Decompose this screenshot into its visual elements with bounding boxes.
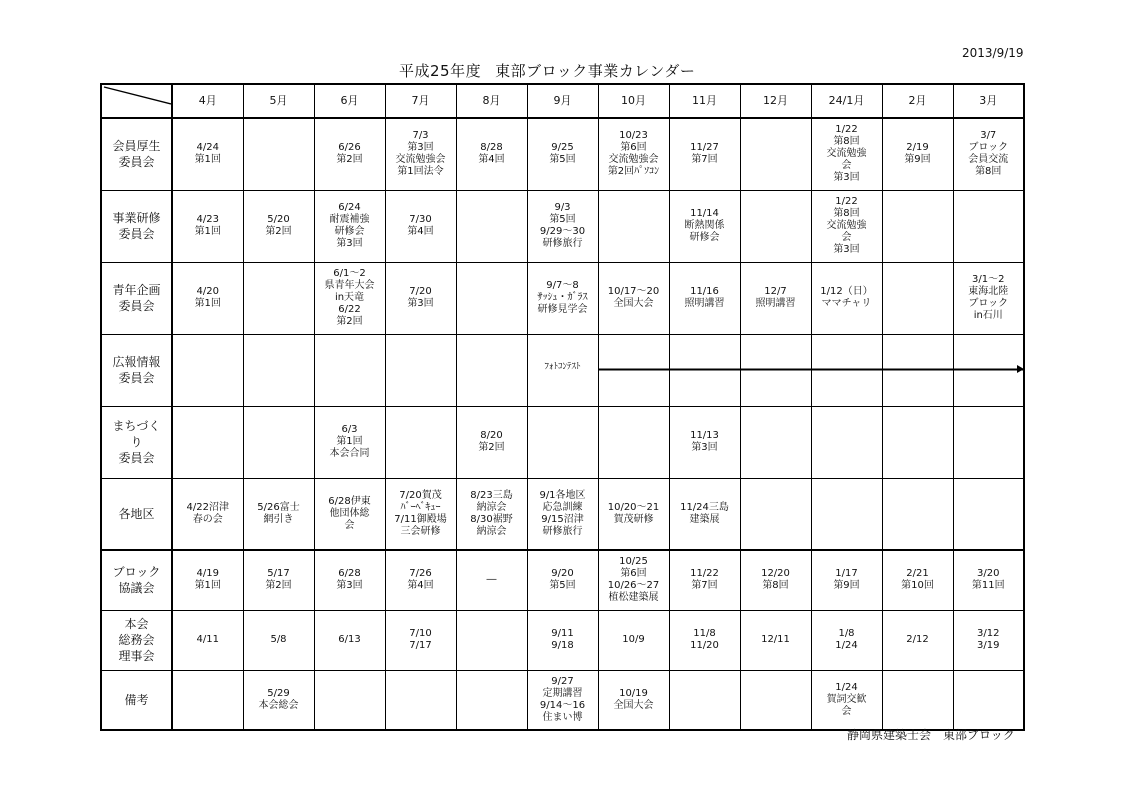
calendar-cell: 10/23 第6回 交流勉強会 第2回ﾊﾟｿｺﾝ [598, 118, 669, 190]
calendar-cell: 10/25 第6回 10/26～27 植松建築展 [598, 550, 669, 610]
calendar-cell: 9/7～8 ｻｯｼｭ・ｶﾞﾗｽ 研修見学会 [527, 262, 598, 334]
calendar-cell [456, 262, 527, 334]
calendar-cell: 4/19 第1回 [172, 550, 243, 610]
row-label-biko: 備考 [101, 670, 172, 730]
calendar-cell: 8/28 第4回 [456, 118, 527, 190]
calendar-cell [527, 406, 598, 478]
calendar-cell [172, 334, 243, 406]
calendar-cell: 9/3 第5回 9/29～30 研修旅行 [527, 190, 598, 262]
calendar-cell [953, 478, 1024, 550]
calendar-cell: 4/20 第1回 [172, 262, 243, 334]
calendar-cell: 2/21 第10回 [882, 550, 953, 610]
calendar-cell [882, 478, 953, 550]
row-label-honkai: 本会 総務会 理事会 [101, 610, 172, 670]
calendar-cell [527, 334, 598, 406]
calendar-cell [669, 670, 740, 730]
calendar-cell: 12/11 [740, 610, 811, 670]
calendar-row-kosei [101, 118, 1024, 190]
calendar-cell [598, 190, 669, 262]
calendar-row-machizukuri [101, 406, 1024, 478]
calendar-cell: 4/22沼津 春の会 [172, 478, 243, 550]
calendar-cell [598, 334, 669, 406]
row-label-block-kyogikai: ブロック 協議会 [101, 550, 172, 610]
calendar-cell: 10/20～21 賀茂研修 [598, 478, 669, 550]
calendar-cell: 9/20 第5回 [527, 550, 598, 610]
calendar-cell [456, 334, 527, 406]
calendar-row-jigyo-kenshu [101, 190, 1024, 262]
calendar-cell [953, 190, 1024, 262]
calendar-cell [882, 406, 953, 478]
calendar-cell: 7/10 7/17 [385, 610, 456, 670]
photo-contest-label: ﾌｫﾄｺﾝﾃｽﾄ [544, 361, 581, 372]
calendar-cell [385, 406, 456, 478]
row-label-machizukuri: まちづく り 委員会 [101, 406, 172, 478]
calendar-cell [243, 406, 314, 478]
calendar-cell [243, 262, 314, 334]
calendar-cell [740, 118, 811, 190]
calendar-cell [882, 262, 953, 334]
calendar-row-kaku-chiku [101, 478, 1024, 550]
calendar-cell: 10/17～20 全国大会 [598, 262, 669, 334]
calendar-cell [811, 478, 882, 550]
calendar-cell: ― [456, 550, 527, 610]
footer-organization [847, 726, 1015, 743]
calendar-cell: 8/20 第2回 [456, 406, 527, 478]
calendar-cell [882, 670, 953, 730]
month-header-2: 5月 [243, 84, 314, 118]
month-header-5: 8月 [456, 84, 527, 118]
calendar-cell [385, 670, 456, 730]
calendar-cell [882, 334, 953, 406]
row-label-jigyo-kenshu: 事業研修 委員会 [101, 190, 172, 262]
calendar-cell: 7/3 第3回 交流勉強会 第1回法令 [385, 118, 456, 190]
calendar-cell [243, 118, 314, 190]
calendar-cell: 11/22 第7回 [669, 550, 740, 610]
calendar-row-biko [101, 670, 1024, 730]
calendar-cell [456, 670, 527, 730]
calendar-cell [172, 670, 243, 730]
calendar-cell: 10/9 [598, 610, 669, 670]
calendar-cell [172, 406, 243, 478]
month-header-12: 3月 [953, 84, 1024, 118]
calendar-cell: 12/7 照明講習 [740, 262, 811, 334]
month-header-10: 24/1月 [811, 84, 882, 118]
calendar-cell: 9/25 第5回 [527, 118, 598, 190]
calendar-cell: 5/26富士 網引き [243, 478, 314, 550]
calendar-cell: 6/28伊東 他団体総 会 [314, 478, 385, 550]
calendar-cell [314, 670, 385, 730]
month-header-7: 10月 [598, 84, 669, 118]
calendar-cell: 11/24三島 建築展 [669, 478, 740, 550]
calendar-cell: 1/22 第8回 交流勉強 会 第3回 [811, 190, 882, 262]
calendar-cell: 5/29 本会総会 [243, 670, 314, 730]
calendar-cell: 2/12 [882, 610, 953, 670]
calendar-cell: 1/22 第8回 交流勉強 会 第3回 [811, 118, 882, 190]
title-year: 平成25年度 [399, 62, 482, 80]
calendar-cell [456, 610, 527, 670]
calendar-cell: 5/17 第2回 [243, 550, 314, 610]
calendar-cell: 11/14 断熱関係 研修会 [669, 190, 740, 262]
calendar-cell [314, 334, 385, 406]
calendar-cell: 3/20 第11回 [953, 550, 1024, 610]
calendar-cell: 4/11 [172, 610, 243, 670]
calendar-cell [740, 334, 811, 406]
calendar-cell [669, 334, 740, 406]
calendar-row-seinen-kikaku [101, 262, 1024, 334]
calendar-cell: 11/16 照明講習 [669, 262, 740, 334]
calendar-cell [385, 334, 456, 406]
calendar-cell: 4/24 第1回 [172, 118, 243, 190]
calendar-cell: 9/11 9/18 [527, 610, 598, 670]
month-header-row [101, 84, 1024, 118]
calendar-cell: 6/1～2 県青年大会 in天竜 6/22 第2回 [314, 262, 385, 334]
calendar-cell: 4/23 第1回 [172, 190, 243, 262]
calendar-cell: 12/20 第8回 [740, 550, 811, 610]
calendar-cell [740, 478, 811, 550]
calendar-cell [811, 334, 882, 406]
calendar-cell: 6/28 第3回 [314, 550, 385, 610]
month-header-3: 6月 [314, 84, 385, 118]
calendar-cell: 7/26 第4回 [385, 550, 456, 610]
calendar-cell: 9/27 定期講習 9/14～16 住まい博 [527, 670, 598, 730]
calendar-cell [953, 406, 1024, 478]
calendar-cell: 11/8 11/20 [669, 610, 740, 670]
calendar-cell: 6/24 耐震補強 研修会 第3回 [314, 190, 385, 262]
calendar-cell: 1/12（日） ママチャリ [811, 262, 882, 334]
calendar-cell [243, 334, 314, 406]
calendar-cell: 1/24 賀詞交歓 会 [811, 670, 882, 730]
calendar-cell: 7/20賀茂 ﾊﾞｰﾍﾞｷｭｰ 7/11御殿場 三会研修 [385, 478, 456, 550]
calendar-cell: 3/7 ブロック 会員交流 第8回 [953, 118, 1024, 190]
month-header-6: 9月 [527, 84, 598, 118]
calendar-cell [953, 334, 1024, 406]
page-title [399, 60, 695, 81]
month-header-4: 7月 [385, 84, 456, 118]
calendar-cell: 2/19 第9回 [882, 118, 953, 190]
diagonal-line-icon [102, 85, 172, 106]
calendar-cell: 6/3 第1回 本会合同 [314, 406, 385, 478]
row-label-seinen-kikaku: 青年企画 委員会 [101, 262, 172, 334]
calendar-cell: 5/20 第2回 [243, 190, 314, 262]
month-header-9: 12月 [740, 84, 811, 118]
header-corner-cell [101, 84, 172, 118]
print-date: 2013/9/19 [962, 46, 1024, 60]
event-calendar-table [100, 83, 1025, 731]
footer-block-name: 東部ブロック [943, 728, 1015, 742]
month-header-11: 2月 [882, 84, 953, 118]
month-header-8: 11月 [669, 84, 740, 118]
calendar-row-koho-joho [101, 334, 1024, 406]
calendar-cell [456, 190, 527, 262]
calendar-cell [811, 406, 882, 478]
calendar-cell [598, 406, 669, 478]
calendar-cell: 6/26 第2回 [314, 118, 385, 190]
calendar-row-block-kyogikai [101, 550, 1024, 610]
calendar-cell: 5/8 [243, 610, 314, 670]
calendar-cell: 11/27 第7回 [669, 118, 740, 190]
calendar-cell [882, 190, 953, 262]
row-label-kosei: 会員厚生 委員会 [101, 118, 172, 190]
calendar-cell [740, 190, 811, 262]
row-label-koho-joho: 広報情報 委員会 [101, 334, 172, 406]
calendar-cell: 9/1各地区 応急訓練 9/15沼津 研修旅行 [527, 478, 598, 550]
calendar-cell: 1/8 1/24 [811, 610, 882, 670]
title-name: 東部ブロック事業カレンダー [495, 62, 696, 80]
calendar-cell: 11/13 第3回 [669, 406, 740, 478]
calendar-cell [740, 406, 811, 478]
footer-org-name: 静岡県建築士会 [847, 728, 932, 742]
month-header-1: 4月 [172, 84, 243, 118]
calendar-cell [740, 670, 811, 730]
calendar-cell: 7/30 第4回 [385, 190, 456, 262]
calendar-cell: 8/23三島 納涼会 8/30裾野 納涼会 [456, 478, 527, 550]
calendar-cell [953, 670, 1024, 730]
calendar-row-honkai [101, 610, 1024, 670]
calendar-cell: 1/17 第9回 [811, 550, 882, 610]
calendar-cell: 10/19 全国大会 [598, 670, 669, 730]
calendar-cell: 3/12 3/19 [953, 610, 1024, 670]
calendar-cell: 7/20 第3回 [385, 262, 456, 334]
row-label-kaku-chiku: 各地区 [101, 478, 172, 550]
calendar-cell: 3/1～2 東海北陸 ブロック in石川 [953, 262, 1024, 334]
calendar-cell: 6/13 [314, 610, 385, 670]
